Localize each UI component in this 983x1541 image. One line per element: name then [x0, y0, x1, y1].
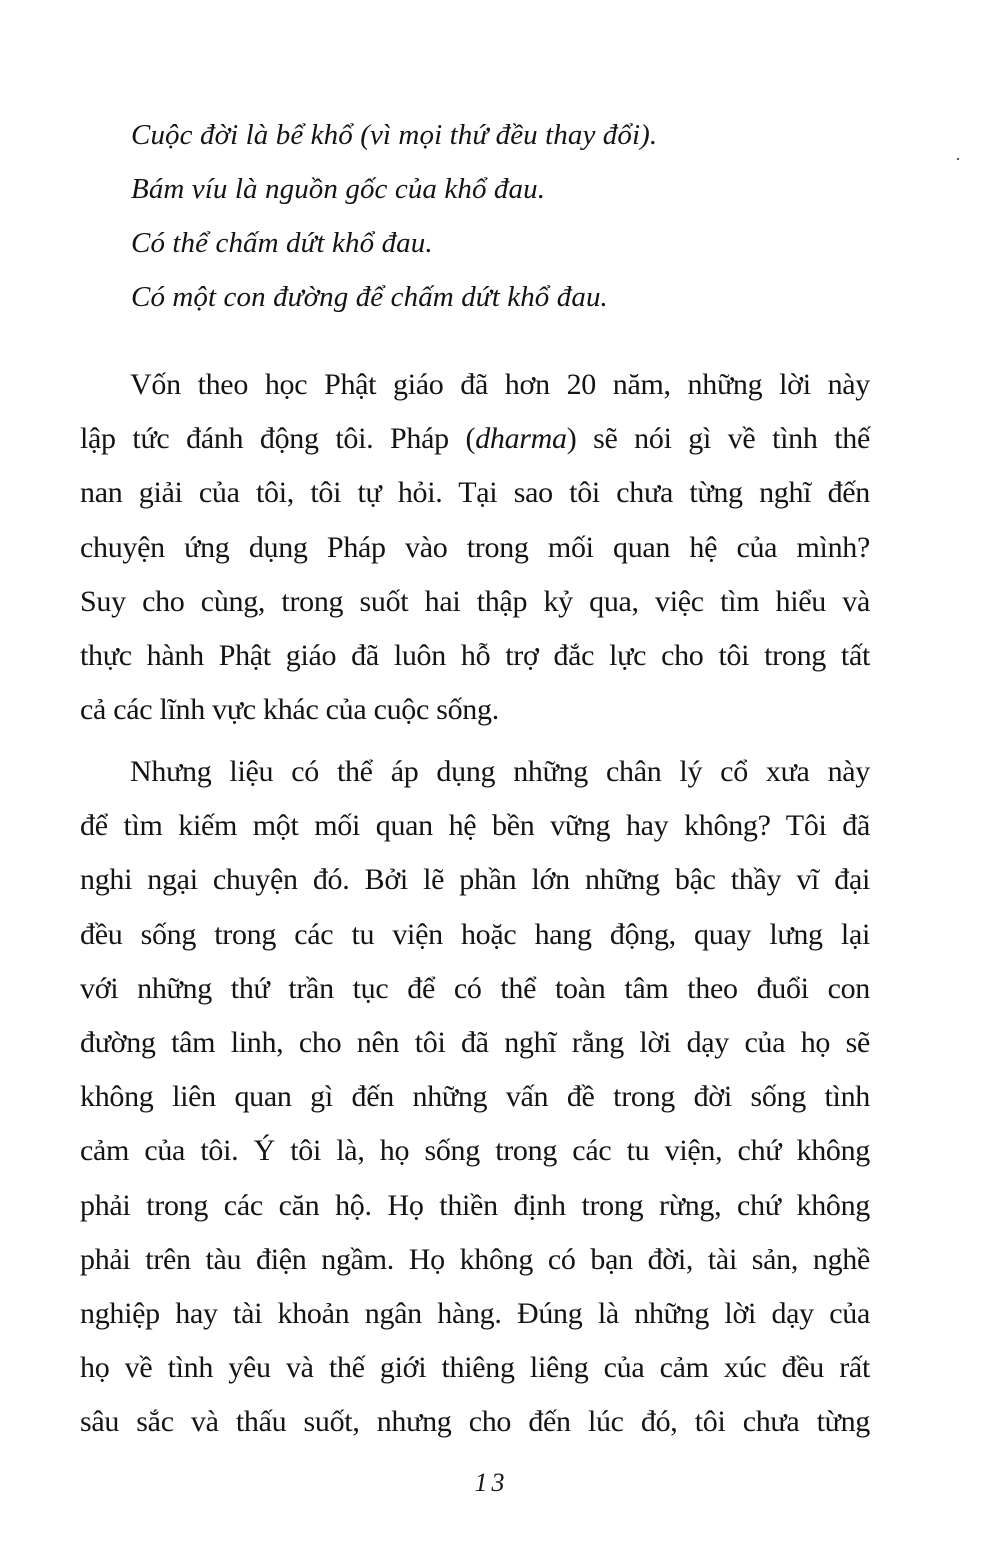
four-noble-truths-verse [131, 108, 831, 324]
paragraph-line: họ về tình yêu và thế giới thiêng liêng của cảm xúc đều rất [80, 1351, 870, 1385]
paragraph-line: với những thứ trần tục để có thể toàn tâm theo đuổi con [80, 971, 870, 1005]
page-number: 13 [474, 1468, 509, 1497]
paragraph-line: nan giải của tôi, tôi tự hỏi. Tại sao tôi chưa từng nghĩ đến [80, 476, 870, 510]
paragraph-line: Nhưng liệu có thể áp dụng những chân lý cổ xưa này [130, 755, 870, 788]
paragraph-line: Vốn theo học Phật giáo đã hơn 20 năm, những lời này [130, 368, 870, 401]
paragraph-line: phải trên tàu điện ngầm. Họ không có bạn đời, tài sản, nghề [80, 1242, 870, 1276]
paragraph-line [80, 412, 870, 466]
paragraph-line: Suy cho cùng, trong suốt hai thập kỷ qua, việc tìm hiểu và [80, 584, 870, 618]
paragraph-line: đều sống trong các tu viện hoặc hang động, quay lưng lại [80, 917, 870, 951]
paragraph-line: phải trong các căn hộ. Họ thiền định trong rừng, chứ không [80, 1188, 870, 1222]
paragraph-1 [80, 358, 870, 737]
verse-line: Cuộc đời là bể khổ (vì mọi thứ đều thay đổi). [131, 119, 658, 151]
paragraph-2 [80, 745, 870, 1450]
line-text: ) sẽ nói gì về tình thế [566, 422, 870, 456]
line-text: lập tức đánh động tôi. Pháp ( [80, 422, 476, 456]
paragraph-line: để tìm kiếm một mối quan hệ bền vững hay không? Tôi đã [80, 809, 870, 843]
scan-speck [957, 158, 959, 160]
paragraph-line: nghi ngại chuyện đó. Bởi lẽ phần lớn những bậc thầy vĩ đại [80, 863, 870, 897]
paragraph-line: chuyện ứng dụng Pháp vào trong mối quan hệ của mình? [80, 530, 870, 564]
paragraph-line: sâu sắc và thấu suốt, nhưng cho đến lúc đó, tôi chưa từng [80, 1405, 870, 1439]
verse-line: Bám víu là nguồn gốc của khổ đau. [131, 173, 546, 205]
paragraph-line: không liên quan gì đến những vấn đề trong đời sống tình [80, 1080, 870, 1114]
paragraph-line: nghiệp hay tài khoản ngân hàng. Đúng là những lời dạy của [80, 1297, 870, 1331]
paragraph-line: cảm của tôi. Ý tôi là, họ sống trong các tu viện, chứ không [80, 1134, 870, 1168]
verse-line: Có thể chấm dứt khổ đau. [131, 227, 433, 259]
paragraph-line: đường tâm linh, cho nên tôi đã nghĩ rằng lời dạy của họ sẽ [80, 1026, 870, 1060]
paragraph-line: cả các lĩnh vực khác của cuộc sống. [80, 693, 499, 727]
italic-term-dharma: dharma [475, 422, 567, 456]
verse-line: Có một con đường để chấm dứt khổ đau. [131, 281, 608, 313]
paragraph-line: thực hành Phật giáo đã luôn hỗ trợ đắc lực cho tôi trong tất [80, 639, 870, 673]
